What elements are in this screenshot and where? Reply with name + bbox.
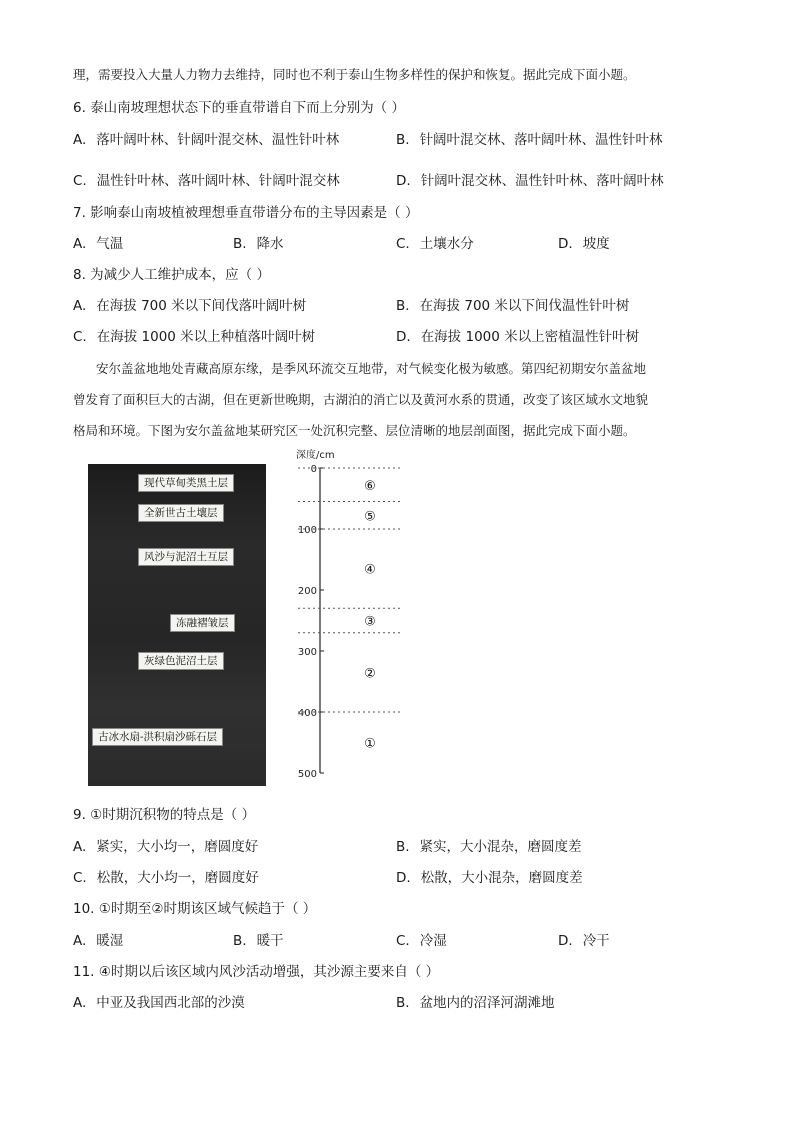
q7-option-d[interactable]: D. 坡度 xyxy=(558,236,610,252)
q6-option-d[interactable]: D. 针阔叶混交林、温性针叶林、落叶阔叶林 xyxy=(396,173,664,189)
q10-option-d[interactable]: D. 冷干 xyxy=(558,933,610,949)
stratigraphic-section-figure xyxy=(88,448,418,788)
question-7-stem: 7. 影响泰山南坡植被理想垂直带谱分布的主导因素是（ ） xyxy=(73,205,419,221)
layer-label-1: 现代草甸类黑土层 xyxy=(138,474,234,492)
q8-option-c[interactable]: C. 在海拔 1000 米以上种植落叶阔叶树 xyxy=(73,329,316,345)
question-9-stem: 9. ①时期沉积物的特点是（ ） xyxy=(73,807,256,823)
layer-number-4: ③ xyxy=(364,614,376,630)
question-10-stem: 10. ①时期至②时期该区域气候趋于（ ） xyxy=(73,901,317,917)
depth-tick-label-100: 100 xyxy=(297,525,317,536)
layer-label-4: 冻融褶皱层 xyxy=(170,614,235,632)
q6-option-b[interactable]: B. 针阔叶混交林、落叶阔叶林、温性针叶林 xyxy=(396,132,663,148)
q6-option-c[interactable]: C. 温性针叶林、落叶阔叶林、针阔叶混交林 xyxy=(73,173,340,189)
q6-option-a[interactable]: A. 落叶阔叶林、针阔叶混交林、温性针叶林 xyxy=(73,132,340,148)
layer-label-5: 灰绿色泥沼土层 xyxy=(138,652,224,670)
layer-label-2: 全新世古土壤层 xyxy=(138,504,224,522)
layer-number-6: ① xyxy=(364,736,376,752)
question-8-stem: 8. 为减少人工维护成本，应（ ） xyxy=(73,267,270,283)
q9-option-d[interactable]: D. 松散，大小混杂，磨圆度差 xyxy=(396,870,583,886)
layer-number-3: ④ xyxy=(364,562,376,578)
depth-tick-label-400: 400 xyxy=(297,708,317,719)
q8-option-d[interactable]: D. 在海拔 1000 米以上密植温性针叶树 xyxy=(396,329,640,345)
q11-option-a[interactable]: A. 中亚及我国西北部的沙漠 xyxy=(73,995,245,1011)
q9-option-b[interactable]: B. 紧实，大小混杂，磨圆度差 xyxy=(396,839,582,855)
q7-option-c[interactable]: C. 土壤水分 xyxy=(396,236,474,252)
q10-option-b[interactable]: B. 暖干 xyxy=(233,933,284,949)
depth-tick-label-0: 0 xyxy=(310,464,317,475)
q11-option-b[interactable]: B. 盆地内的沼泽河湖滩地 xyxy=(396,995,555,1011)
layer-number-5: ② xyxy=(364,666,376,682)
depth-tick-label-200: 200 xyxy=(297,586,317,597)
question-6-stem: 6. 泰山南坡理想状态下的垂直带谱自下而上分别为（ ） xyxy=(73,100,405,116)
q7-option-a[interactable]: A. 气温 xyxy=(73,236,124,252)
passage-line-3: 格局和环境。下图为安尔盖盆地某研究区一处沉积完整、层位清晰的地层剖面图，据此完成下面小题。 xyxy=(73,423,636,438)
depth-tick-label-500: 500 xyxy=(297,769,317,780)
q10-option-c[interactable]: C. 冷湿 xyxy=(396,933,447,949)
passage-line-2: 曾发育了面积巨大的古湖，但在更新世晚期，古湖泊的消亡以及黄河水系的贯通，改变了该区域水文地貌 xyxy=(73,392,649,407)
depth-axis-title: 深度/cm xyxy=(296,450,335,461)
question-11-stem: 11. ④时期以后该区域内风沙活动增强，其沙源主要来自（ ） xyxy=(73,964,440,980)
q9-option-a[interactable]: A. 紧实，大小均一，磨圆度好 xyxy=(73,839,259,855)
layer-label-6: 古冰水扇-洪积扇沙砾石层 xyxy=(92,728,223,746)
q10-option-a[interactable]: A. 暖湿 xyxy=(73,933,124,949)
intro-tail: 理，需要投入大量人力物力去维持，同时也不利于泰山生物多样性的保护和恢复。据此完成下面小题。 xyxy=(73,67,636,82)
layer-label-3: 风沙与泥沼土互层 xyxy=(138,548,234,566)
passage-line-1: 安尔盖盆地地处青藏高原东缘，是季风环流交互地带，对气候变化极为敏感。第四纪初期安尔盖盆地 xyxy=(96,361,647,376)
q8-option-b[interactable]: B. 在海拔 700 米以下间伐温性针叶树 xyxy=(396,298,630,314)
layer-number-2: ⑤ xyxy=(364,509,376,525)
q9-option-c[interactable]: C. 松散，大小均一，磨圆度好 xyxy=(73,870,259,886)
q8-option-a[interactable]: A. 在海拔 700 米以下间伐落叶阔叶树 xyxy=(73,298,307,314)
depth-tick-label-300: 300 xyxy=(297,647,317,658)
layer-number-1: ⑥ xyxy=(364,478,376,494)
q7-option-b[interactable]: B. 降水 xyxy=(233,236,284,252)
